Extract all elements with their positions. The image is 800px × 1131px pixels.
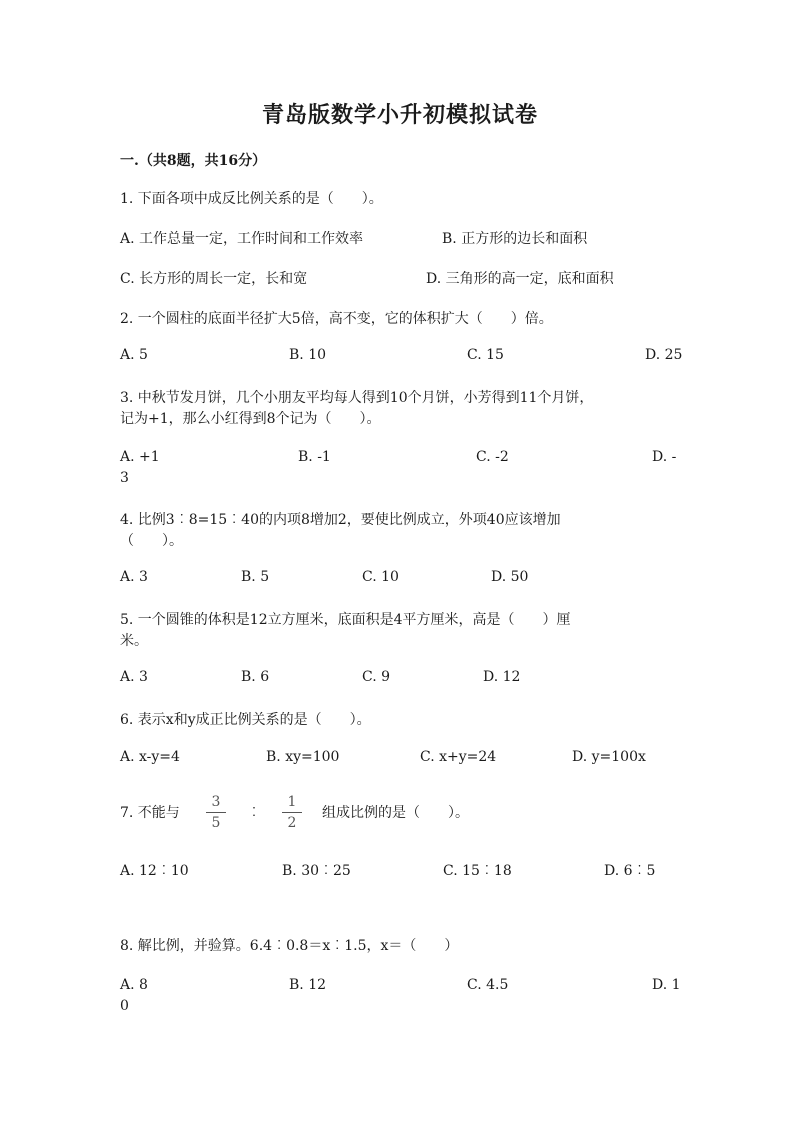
- question-4-option-a: A. 3: [120, 569, 148, 585]
- question-1-option-d: D. 三角形的高一定，底和面积: [426, 271, 614, 287]
- question-7-option-b: B. 30︰25: [282, 863, 351, 879]
- page-title: 青岛版数学小升初模拟试卷: [261, 102, 538, 128]
- fraction-one-half: [282, 793, 302, 832]
- question-5-option-a: A. 3: [120, 669, 148, 685]
- section-heading: 一.（共8题，共16分）: [120, 153, 267, 169]
- question-1-option-a: A. 工作总量一定，工作时间和工作效率: [120, 231, 364, 247]
- fraction-denominator: 5: [211, 815, 221, 831]
- question-7-option-c: C. 15︰18: [443, 863, 512, 879]
- question-3-option-a: A. +1: [120, 449, 160, 465]
- question-1-option-b: B. 正方形的边长和面积: [442, 231, 588, 247]
- question-8-stem: 8. 解比例，并验算。6.4︰0.8＝x︰1.5，x＝（ ）: [120, 938, 459, 954]
- question-4-option-c: C. 10: [362, 569, 399, 585]
- question-6-option-d: D. y=100x: [572, 749, 646, 765]
- question-5-option-b: B. 6: [241, 669, 270, 685]
- question-1-option-c: C. 长方形的周长一定，长和宽: [120, 271, 308, 287]
- fraction-bar: [282, 812, 302, 813]
- question-6-option-a: A. x-y=4: [120, 749, 180, 765]
- question-8-option-a: A. 8: [120, 977, 148, 993]
- question-7-stem-prefix: 7. 不能与: [120, 805, 180, 821]
- question-5-option-d: D. 12: [483, 669, 521, 685]
- question-7-option-a: A. 12︰10: [120, 863, 189, 879]
- question-2-option-a: A. 5: [120, 347, 148, 363]
- question-8-option-b: B. 12: [289, 977, 327, 993]
- question-4-stem-line1: 4. 比例3︰8=15︰40的内项8增加2，要使比例成立，外项40应该增加: [120, 512, 561, 528]
- fraction-numerator: 1: [287, 794, 297, 810]
- question-5-stem-line1: 5. 一个圆锥的体积是12立方厘米，底面积是4平方厘米，高是（ ）厘: [120, 612, 571, 628]
- fraction-numerator: 3: [211, 794, 221, 810]
- question-6-stem: 6. 表示x和y成正比例关系的是（ ）。: [120, 712, 371, 728]
- question-7-stem-suffix: 组成比例的是（ ）。: [322, 805, 469, 821]
- question-7-option-d: D. 6︰5: [604, 863, 656, 879]
- fraction-bar: [206, 812, 226, 813]
- question-3-option-c: C. -2: [476, 449, 509, 465]
- question-3-option-d: D. -: [652, 449, 677, 465]
- question-2-option-d: D. 25: [645, 347, 683, 363]
- question-3-stem-line1: 3. 中秋节发月饼，几个小朋友平均每人得到10个月饼，小芳得到11个月饼，: [120, 390, 594, 406]
- question-6-option-b: B. xy=100: [266, 749, 340, 765]
- question-4-option-b: B. 5: [241, 569, 270, 585]
- fraction-three-fifths: [206, 793, 226, 832]
- question-3-stem-line2: 记为+1，那么小红得到8个记为（ ）。: [120, 411, 381, 427]
- question-8-option-d-wrap: 0: [120, 998, 129, 1014]
- question-1-stem: 1. 下面各项中成反比例关系的是（ ）。: [120, 191, 383, 207]
- question-5-stem-line2: 米。: [120, 633, 148, 649]
- question-2-option-b: B. 10: [289, 347, 327, 363]
- question-8-option-d: D. 1: [652, 977, 681, 993]
- question-3-option-b: B. -1: [298, 449, 331, 465]
- fraction-denominator: 2: [287, 815, 297, 831]
- question-4-stem-line2: （ ）。: [120, 533, 183, 549]
- question-4-option-d: D. 50: [491, 569, 529, 585]
- question-2-stem: 2. 一个圆柱的底面半径扩大5倍，高不变，它的体积扩大（ ）倍。: [120, 311, 553, 327]
- question-6-option-c: C. x+y=24: [420, 749, 497, 765]
- question-3-option-d-wrap: 3: [120, 470, 129, 486]
- ratio-colon: ︰: [247, 805, 261, 821]
- question-2-option-c: C. 15: [467, 347, 504, 363]
- question-5-option-c: C. 9: [362, 669, 391, 685]
- question-8-option-c: C. 4.5: [467, 977, 509, 993]
